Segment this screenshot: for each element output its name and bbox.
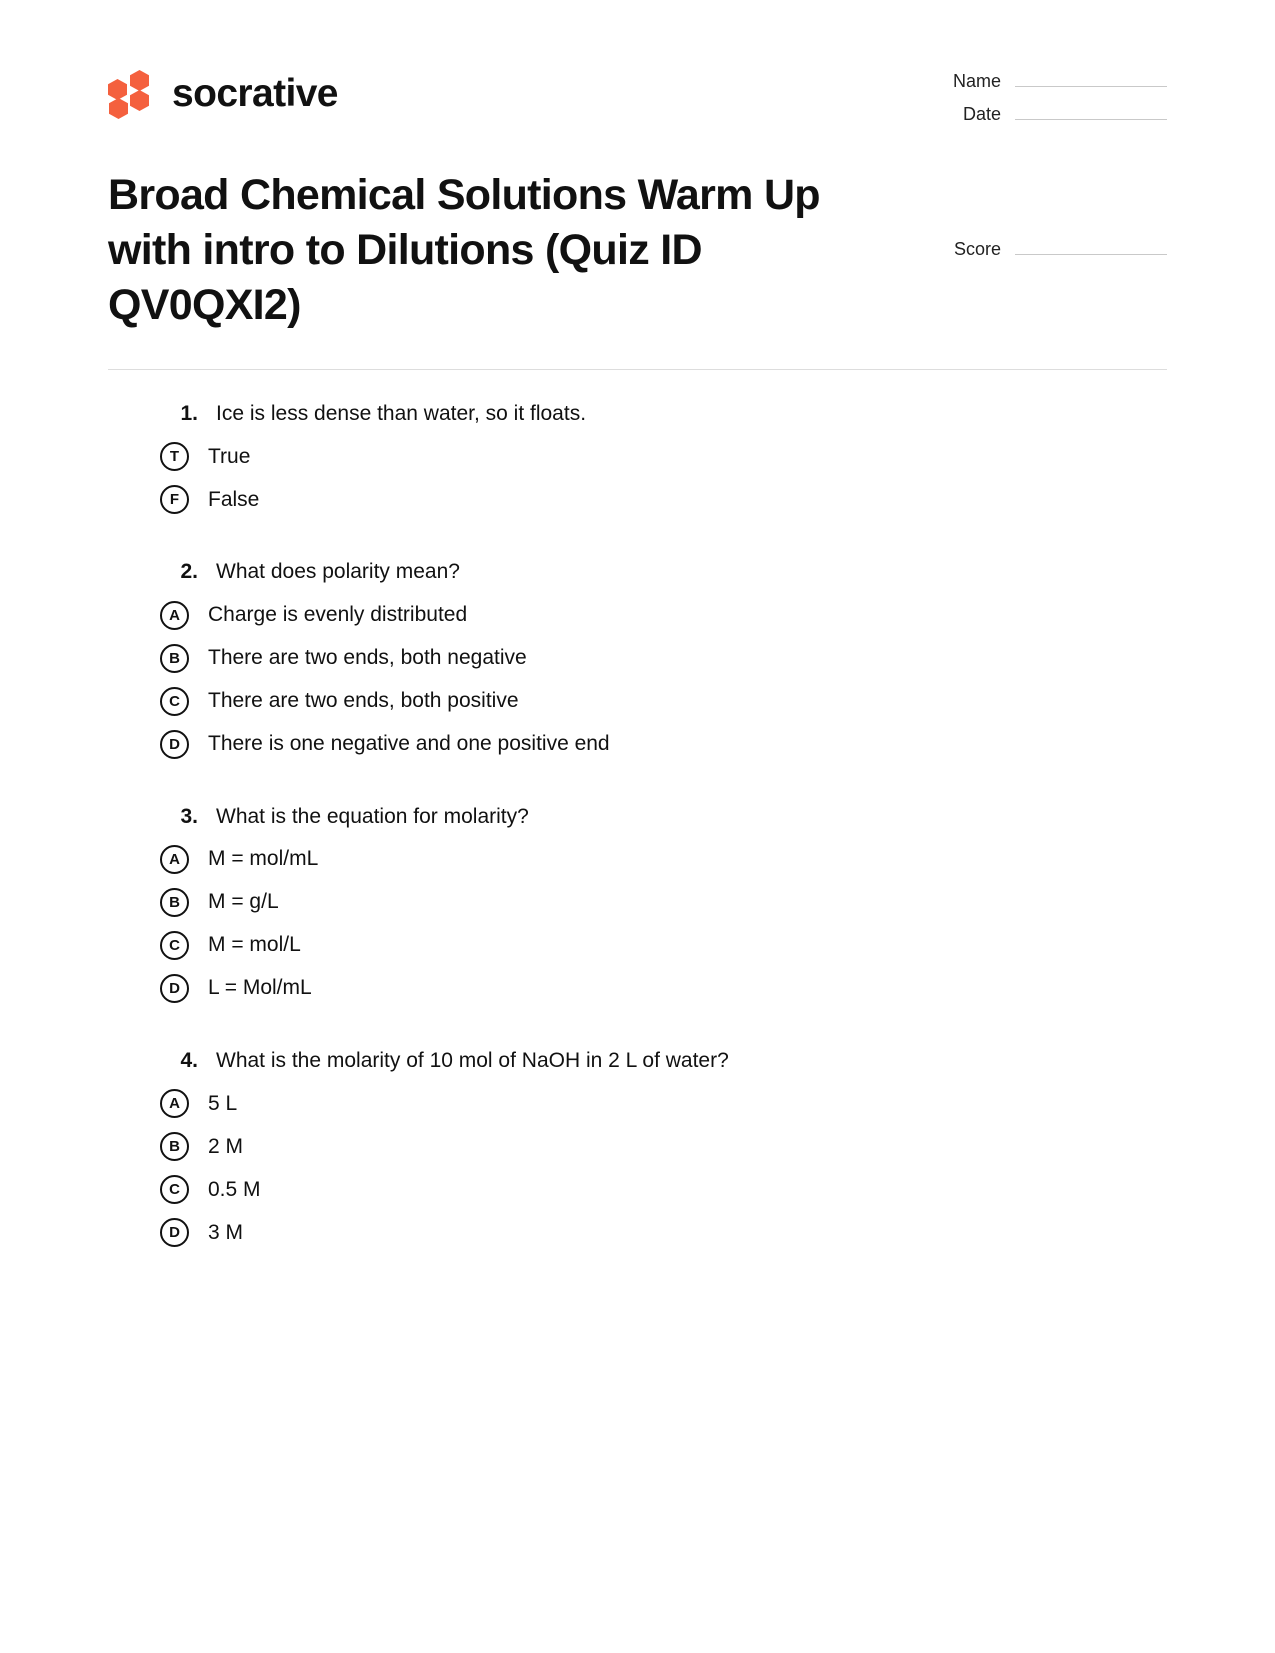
questions-list [108, 400, 1167, 1247]
question-header [160, 400, 1167, 428]
answer-choice[interactable] [160, 931, 1167, 960]
question-text: Ice is less dense than water, so it floats. [216, 402, 587, 426]
question-item [160, 400, 1167, 514]
answer-choice[interactable] [160, 1132, 1167, 1161]
score-field-line[interactable] [1015, 236, 1167, 255]
page-header [108, 56, 1167, 136]
answer-bubble[interactable]: D [160, 1218, 189, 1247]
answer-choice-label: 5 L [208, 1091, 238, 1115]
answer-choice-label: M = mol/mL [208, 847, 319, 871]
answer-choice-label: 3 M [208, 1220, 244, 1244]
date-field-label: Date [962, 104, 1001, 124]
name-field-label: Name [952, 71, 1001, 91]
question-item [160, 1047, 1167, 1247]
answer-bubble[interactable]: C [160, 931, 189, 960]
hexagon-icon [130, 90, 149, 111]
header-divider [108, 369, 1167, 370]
answer-bubble[interactable]: D [160, 730, 189, 759]
answer-choice-label: 0.5 M [208, 1177, 261, 1201]
answer-choice[interactable] [160, 845, 1167, 874]
answer-choice[interactable] [160, 485, 1167, 514]
answer-bubble[interactable]: T [160, 442, 189, 471]
answer-choice[interactable] [160, 1218, 1167, 1247]
socrative-logo [108, 70, 338, 116]
hexagon-icon [130, 70, 149, 91]
answer-bubble[interactable]: C [160, 1175, 189, 1204]
answer-choice-label: 2 M [208, 1134, 244, 1158]
answer-choice[interactable] [160, 730, 1167, 759]
question-header [160, 803, 1167, 831]
answer-choice-label: Charge is evenly distributed [208, 603, 468, 627]
answer-choice[interactable] [160, 687, 1167, 716]
score-field-label: Score [953, 239, 1001, 259]
answer-choice[interactable] [160, 442, 1167, 471]
answer-choice-label: There are two ends, both positive [208, 689, 519, 713]
name-field-line[interactable] [1015, 68, 1167, 87]
answer-bubble[interactable]: B [160, 644, 189, 673]
answer-choice[interactable] [160, 601, 1167, 630]
score-field-row [927, 236, 1167, 260]
answer-choice-label: There is one negative and one positive end [208, 732, 610, 756]
answer-bubble[interactable]: A [160, 1089, 189, 1118]
hexagon-cluster-icon [108, 70, 154, 116]
hexagon-icon [108, 79, 127, 100]
answer-choice[interactable] [160, 1175, 1167, 1204]
answer-choice[interactable] [160, 644, 1167, 673]
question-number: 4. [180, 1049, 198, 1073]
question-text: What is the molarity of 10 mol of NaOH in 2 L of water? [216, 1049, 729, 1073]
date-field-line[interactable] [1015, 101, 1167, 120]
answer-choice-label: True [208, 444, 251, 468]
brand-name: socrative [172, 71, 338, 115]
date-field-row [927, 101, 1167, 125]
question-number: 1. [180, 402, 198, 426]
answer-bubble[interactable]: C [160, 687, 189, 716]
student-info-fields [927, 68, 1167, 134]
answer-choice[interactable] [160, 1089, 1167, 1118]
answer-choice-label: There are two ends, both negative [208, 646, 527, 670]
answer-choice-label: False [208, 487, 260, 511]
answer-bubble[interactable]: B [160, 888, 189, 917]
answer-bubble[interactable]: D [160, 974, 189, 1003]
page-title: Broad Chemical Solutions Warm Up with intro to Dilutions (Quiz ID QV0QXI2) [108, 171, 820, 330]
question-header [160, 1047, 1167, 1075]
answer-choice-label: M = g/L [208, 890, 279, 914]
hexagon-icon [109, 98, 128, 119]
question-item [160, 803, 1167, 1003]
answer-bubble[interactable]: A [160, 845, 189, 874]
name-field-row [927, 68, 1167, 92]
question-text: What is the equation for molarity? [216, 804, 529, 828]
answer-bubble[interactable]: B [160, 1132, 189, 1161]
answer-bubble[interactable]: F [160, 485, 189, 514]
title-block [108, 168, 1167, 333]
question-header [160, 558, 1167, 586]
answer-choice-label: L = Mol/mL [208, 976, 312, 1000]
answer-choice[interactable] [160, 888, 1167, 917]
question-text: What does polarity mean? [216, 560, 460, 584]
answer-bubble[interactable]: A [160, 601, 189, 630]
question-number: 2. [180, 560, 198, 584]
question-number: 3. [180, 804, 198, 828]
answer-choice-label: M = mol/L [208, 933, 301, 957]
question-item [160, 558, 1167, 758]
answer-choice[interactable] [160, 974, 1167, 1003]
